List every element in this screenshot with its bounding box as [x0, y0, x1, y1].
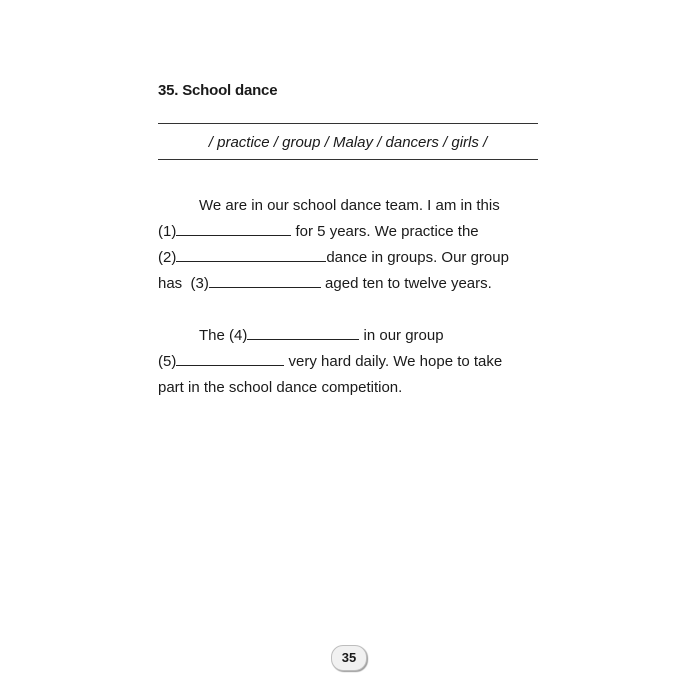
paragraph-one [158, 193, 558, 297]
paragraph-one-line-4-lead: has [158, 275, 191, 292]
word-bank-top-rule [158, 123, 538, 124]
paragraph-one-line-4-text: aged ten to twelve years. [320, 275, 492, 292]
blank-1[interactable] [176, 221, 291, 236]
paragraph-one-line-1: We are in our school dance team. I am in this [199, 197, 500, 214]
blank-number-5: (5) [158, 353, 177, 370]
blank-4[interactable] [247, 325, 359, 340]
paragraph-one-line-2-text: for 5 years. We practice the [291, 223, 479, 240]
blank-2[interactable] [176, 247, 326, 262]
blank-number-3: (3) [190, 275, 209, 292]
paragraph-two-line-1 [158, 323, 558, 349]
exercise-title: 35. School dance [158, 82, 278, 99]
paragraph-one-line-3-text: dance in groups. Our group [326, 249, 509, 266]
paragraph-one-line-3 [158, 245, 558, 271]
paragraph-two-line-2 [158, 349, 558, 375]
blank-number-2: (2) [158, 249, 177, 266]
blank-number-1: (1) [158, 223, 177, 240]
word-bank-bottom-rule [158, 159, 538, 160]
page-number-badge: 35 [331, 645, 367, 671]
paragraph-two-line-1-text: in our group [359, 327, 444, 344]
paragraph-one-line-2 [158, 219, 558, 245]
blank-number-4: (4) [229, 327, 248, 344]
blank-5[interactable] [176, 351, 284, 366]
blank-3[interactable] [209, 273, 321, 288]
paragraph-two-line-1-lead: The [199, 327, 230, 344]
paragraph-two-line-3: part in the school dance competition. [158, 379, 403, 396]
paragraph-two-line-2-text: very hard daily. We hope to take [284, 353, 503, 370]
word-bank: / practice / group / Malay / dancers / girls / [208, 134, 488, 151]
paragraph-two [158, 323, 558, 401]
paragraph-one-line-4 [158, 271, 558, 297]
